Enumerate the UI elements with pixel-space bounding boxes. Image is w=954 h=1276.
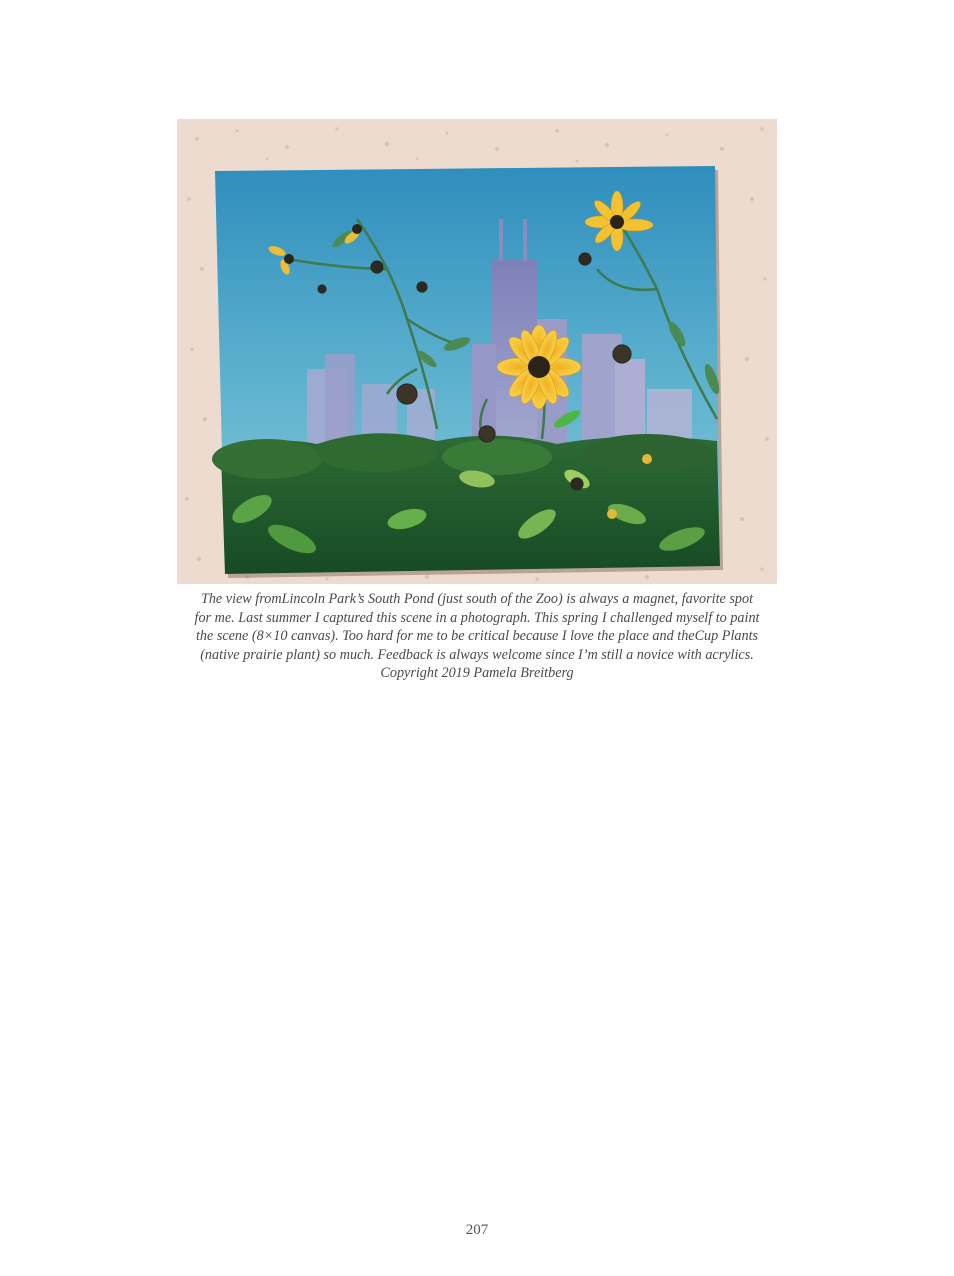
figure-caption <box>170 590 784 683</box>
foliage <box>212 433 720 574</box>
caption-line: the scene (8×10 canvas). Too hard for me to be critical because I love the place and theCup Plants <box>195 628 759 645</box>
caption-line: (native prairie plant) so much. Feedback is always welcome since I’m still a novice with acrylics. <box>200 646 754 663</box>
caption-line: for me. Last summer I captured this scene in a photograph. This spring I challenged myself to paint <box>194 609 760 626</box>
painting-photo <box>177 119 777 584</box>
caption-copyright: Copyright 2019 Pamela Breitberg <box>380 665 574 682</box>
page-number: 207 <box>465 1222 489 1238</box>
caption-line: The view fromLincoln Park’s South Pond (just south of the Zoo) is always a magnet, favorite spot <box>200 591 754 607</box>
canvas <box>212 166 723 578</box>
